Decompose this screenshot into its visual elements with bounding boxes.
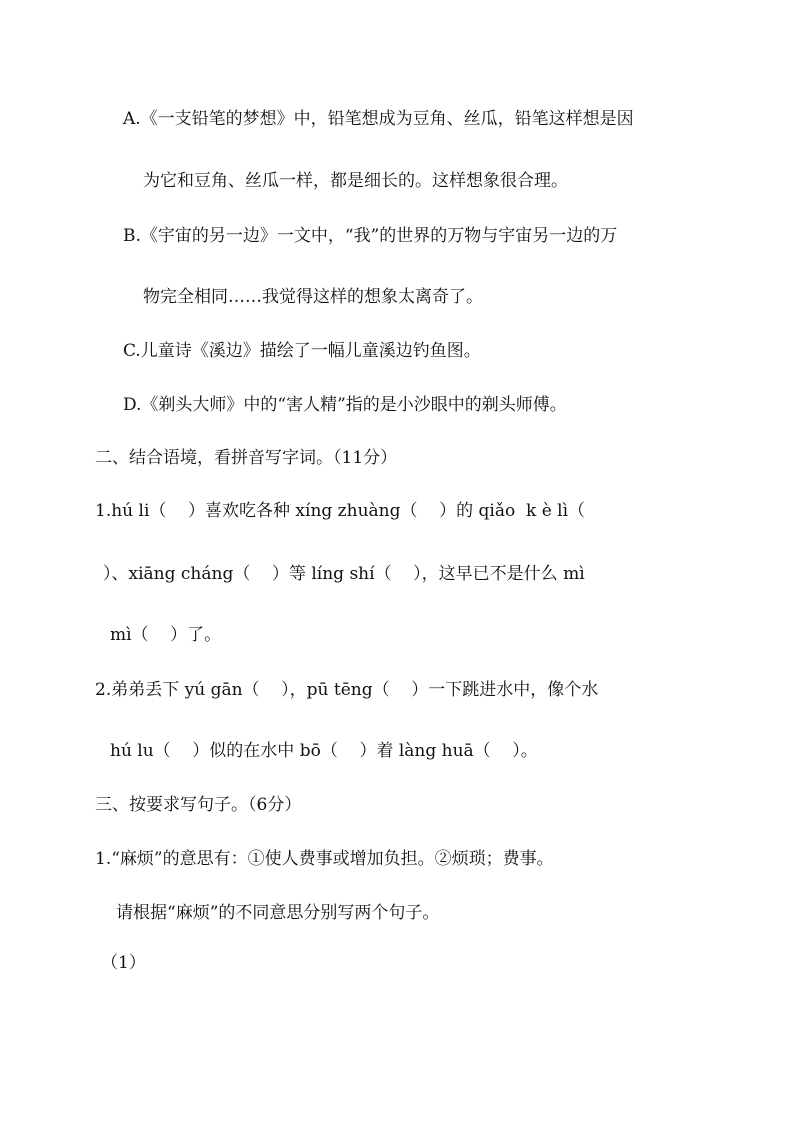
question-1-line-3: mì（ ）了。: [110, 625, 222, 645]
question-2-line-2: hú lu（ ）似的在水中 bō（ ）着 làng huā（ ）。: [110, 741, 538, 761]
option-c-line: C.儿童诗《溪边》描绘了一幅儿童溪边钓鱼图。: [123, 341, 481, 361]
answer-label-1: （1）: [101, 953, 146, 973]
section-three-q1-instruction: 请根据“麻烦”的不同意思分别写两个句子。: [116, 903, 440, 923]
section-two-heading: 二、结合语境，看拼音写字词。（11分）: [95, 448, 398, 468]
question-1-line-1: 1.hú li（ ）喜欢吃各种 xíng zhuàng（ ）的 qiǎo k è lì（: [95, 501, 586, 521]
question-1-line-2: ）、xiāng cháng（ ）等 líng shí（ ），这早已不是什么 mì: [103, 564, 585, 584]
option-b-line-2: 物完全相同……我觉得这样的想象太离奇了。: [143, 287, 483, 307]
section-three-heading: 三、按要求写句子。（6分）: [95, 795, 302, 815]
section-three-q1-definition: 1.“麻烦”的意思有：①使人费事或增加负担。②烦琐；费事。: [95, 849, 554, 869]
option-b-line-1: B.《宇宙的另一边》一文中，“我”的世界的万物与宇宙另一边的万: [123, 226, 618, 246]
option-a-line-1: A.《一支铅笔的梦想》中，铅笔想成为豆角、丝瓜，铅笔这样想是因: [123, 109, 634, 129]
option-d-line: D.《剃头大师》中的“害人精”指的是小沙眼中的剃头师傅。: [123, 395, 567, 415]
option-a-line-2: 为它和豆角、丝瓜一样，都是细长的。这样想象很合理。: [143, 171, 568, 191]
question-2-line-1: 2.弟弟丢下 yú gān（ ），pū tēng（ ）一下跳进水中，像个水: [95, 680, 599, 700]
